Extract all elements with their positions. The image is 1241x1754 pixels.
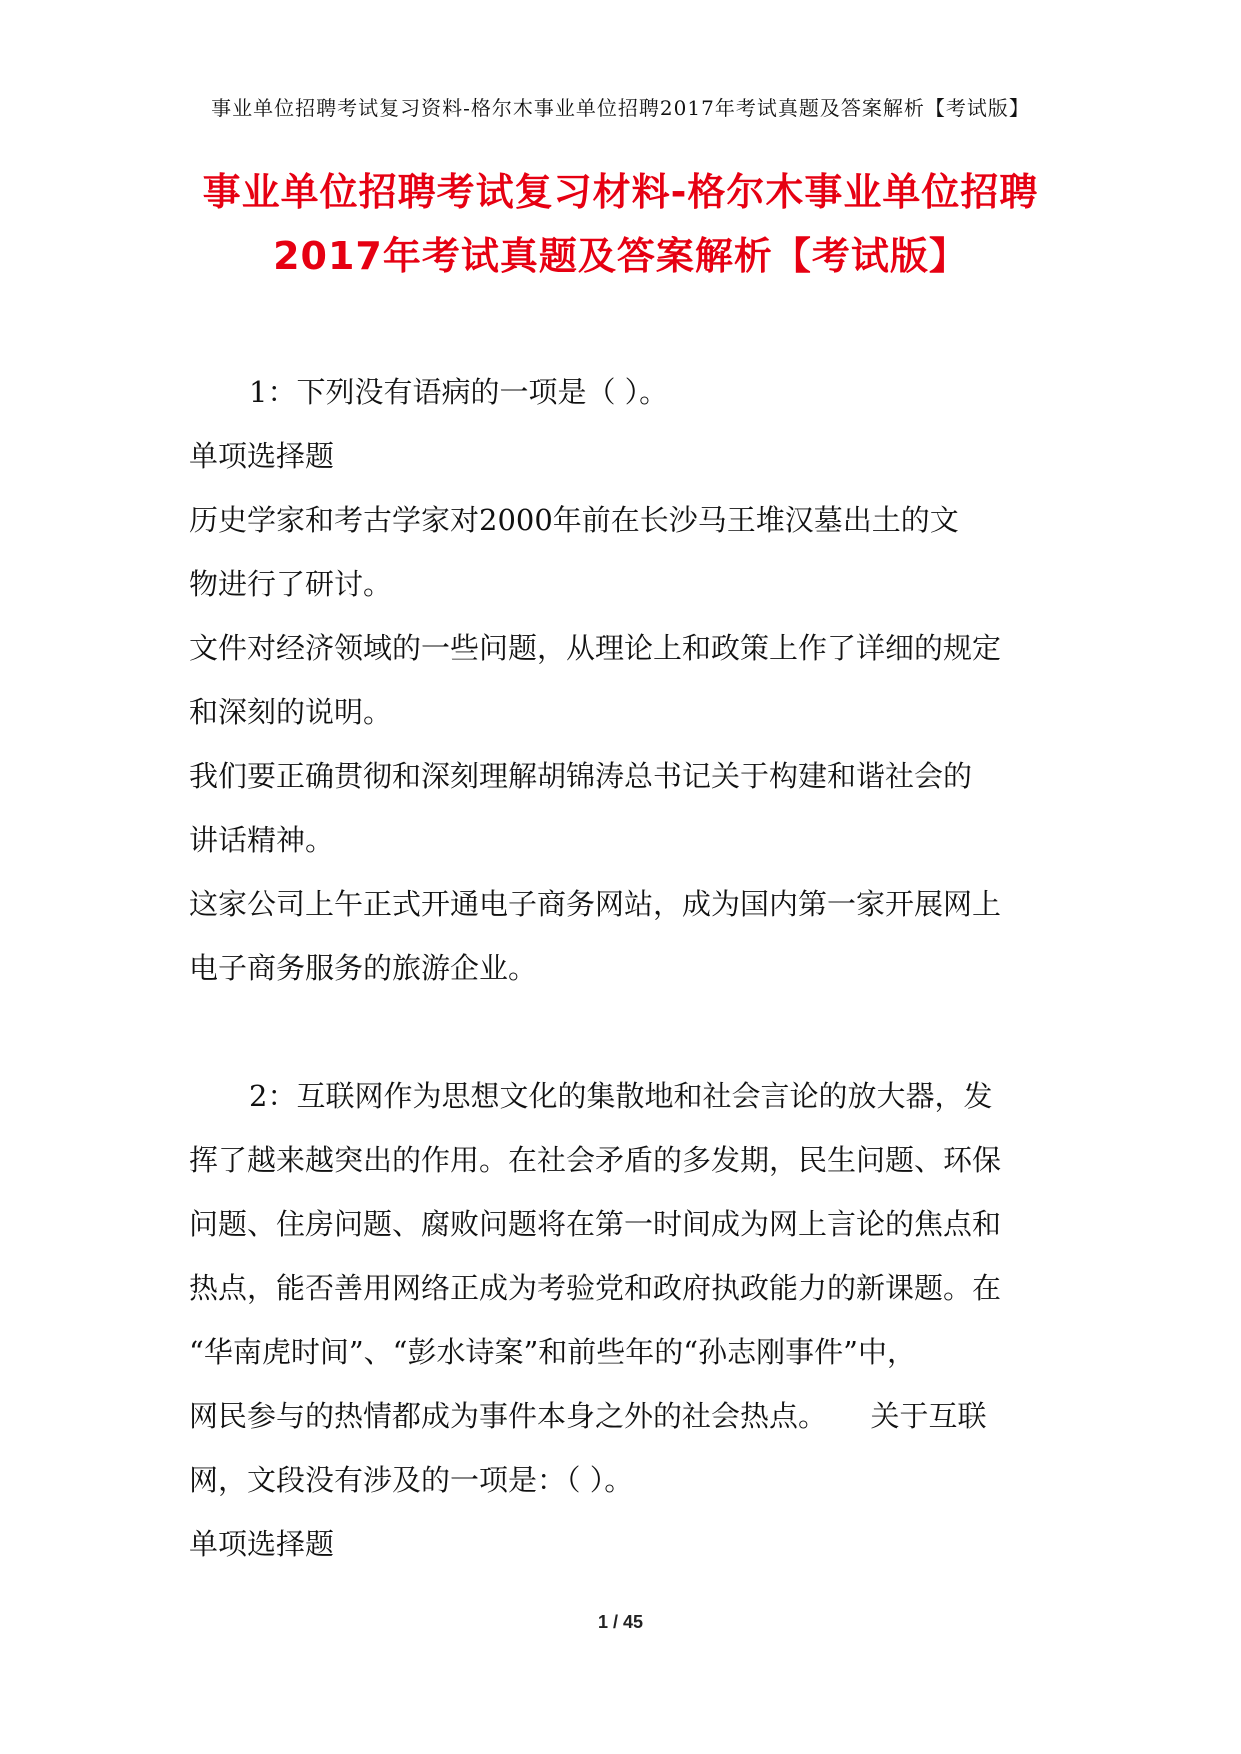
question-2-stem-line-3: 问题、住房问题、腐败问题将在第一时间成为网上言论的焦点和 xyxy=(189,1207,1002,1241)
page-number: 1 / 45 xyxy=(597,1612,644,1632)
title-line-2: 2017年考试真题及答案解析【考试版】 xyxy=(273,234,968,278)
question-spacer xyxy=(189,1000,1059,1064)
question-1-option-d-line-2: 电子商务服务的旅游企业。 xyxy=(189,951,538,985)
question-1-option-c-line-1: 我们要正确贯彻和深刻理解胡锦涛总书记关于构建和谐社会的 xyxy=(189,759,973,793)
question-2-stem-line-2: 挥了越来越突出的作用。在社会矛盾的多发期，民生问题、环保 xyxy=(189,1143,1002,1177)
question-1-option-a-line-1: 历史学家和考古学家对2000年前在长沙马王堆汉墓出土的文 xyxy=(189,503,959,537)
running-header: 事业单位招聘考试复习资料-格尔木事业单位招聘2017年考试真题及答案解析【考试版】 xyxy=(211,96,1030,120)
question-2-stem-line-4: 热点，能否善用网络正成为考验党和政府执政能力的新课题。在 xyxy=(189,1271,1002,1305)
question-1-stem: 1：下列没有语病的一项是（ ）。 xyxy=(249,375,669,409)
question-2-stem-line-1: 2：互联网作为思想文化的集散地和社会言论的放大器，发 xyxy=(249,1079,993,1113)
question-1-option-c-line-2: 讲话精神。 xyxy=(189,823,335,857)
question-2-stem-line-5: “华南虎时间”、“彭水诗案”和前些年的“孙志刚事件”中， xyxy=(189,1335,916,1369)
question-1-type: 单项选择题 xyxy=(189,439,335,473)
question-1-option-a-line-2: 物进行了研讨。 xyxy=(189,567,393,601)
question-2-stem-line-7: 网，文段没有涉及的一项是：（ ）。 xyxy=(189,1463,634,1497)
question-1-option-d-line-1: 这家公司上午正式开通电子商务网站，成为国内第一家开展网上 xyxy=(189,887,1002,921)
question-1-option-b-line-2: 和深刻的说明。 xyxy=(189,695,393,729)
question-2-stem-line-6: 网民参与的热情都成为事件本身之外的社会热点。 关于互联 xyxy=(189,1399,987,1433)
question-2-type: 单项选择题 xyxy=(189,1527,335,1561)
title-line-1: 事业单位招聘考试复习材料-格尔木事业单位招聘 xyxy=(202,170,1039,214)
document-body xyxy=(189,360,1059,1576)
question-1-option-b-line-1: 文件对经济领域的一些问题，从理论上和政策上作了详细的规定 xyxy=(189,631,1002,665)
document-title xyxy=(150,160,1091,288)
